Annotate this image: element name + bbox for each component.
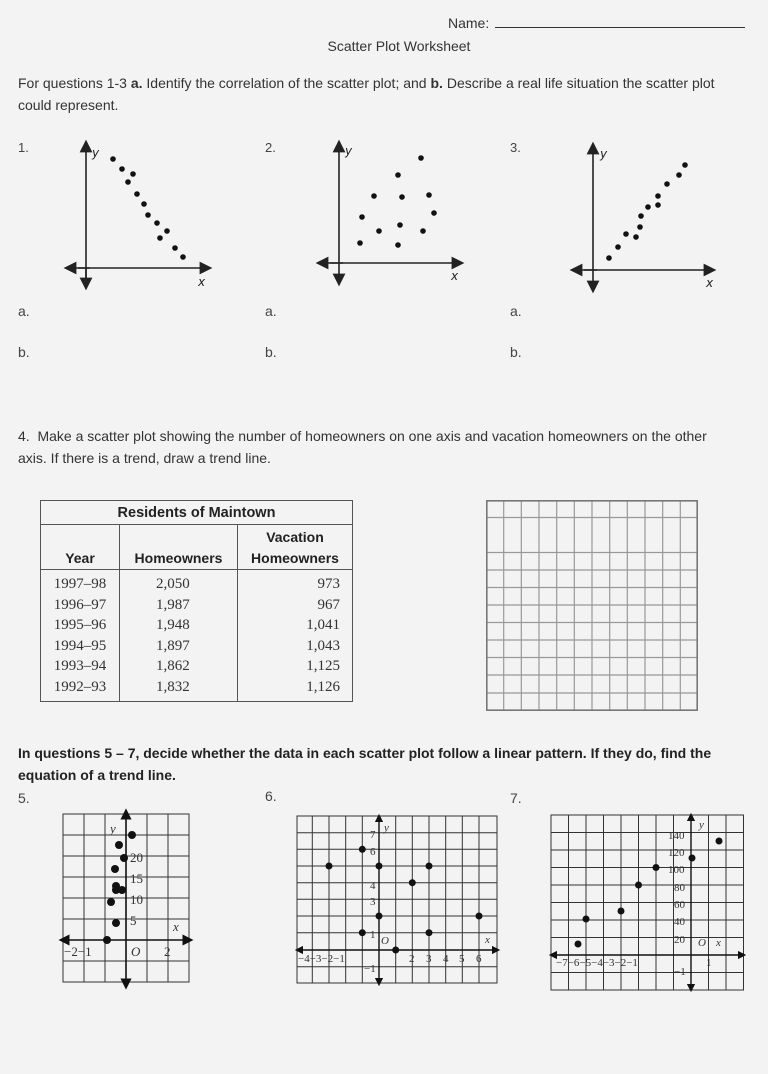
svg-text:100: 100 [668,864,685,876]
svg-text:O: O [131,944,141,959]
q3-answer-a: a. [510,303,522,319]
table-row: 1992–93 1,832 1,126 [41,677,353,702]
svg-text:2: 2 [164,944,171,959]
svg-text:x: x [451,269,459,283]
svg-text:10: 10 [130,892,143,907]
table-row: 1994–95 1,897 1,043 [41,636,353,657]
q2-answer-a: a. [265,303,277,319]
section1-instructions: For questions 1-3 a. Identify the correlation of the scatter plot; and b. Describe a real life situation the scatter plot could represent. [18,75,715,113]
svg-text:O: O [381,935,389,947]
svg-text:40: 40 [674,916,685,928]
col-header-vacation-homeowners: Vacation Homeowners [238,525,353,570]
q1-answer-b: b. [18,344,30,360]
scatter-plot-6 [292,810,502,990]
svg-text:3: 3 [426,953,432,965]
question-3-number: 3. [510,140,521,155]
svg-text:80: 80 [674,882,685,894]
svg-text:2: 2 [409,953,415,965]
svg-text:x: x [706,276,714,290]
y-axis-label: y [92,146,100,160]
svg-text:3: 3 [370,896,376,908]
question-7-number: 7. [510,790,522,806]
svg-text:6: 6 [476,953,482,965]
svg-text:1: 1 [706,957,712,969]
col-header-year: Year [41,525,120,570]
blank-graph-grid[interactable] [486,500,698,711]
question-4-instructions: 4. Make a scatter plot showing the number of homeowners on one axis and vacation homeowners on the other axis. If there is a trend, draw a trend line. [18,428,707,466]
svg-text:60: 60 [674,899,685,911]
name-blank-line[interactable] [495,15,745,28]
svg-text:5: 5 [130,913,137,928]
svg-text:15: 15 [130,871,143,886]
svg-text:20: 20 [674,934,685,946]
svg-text:−2−1: −2−1 [64,944,92,959]
q3-answer-b: b. [510,344,522,360]
name-label: Name: [448,15,490,31]
svg-text:7: 7 [370,829,376,841]
svg-text:4: 4 [443,953,449,965]
svg-text:y: y [345,144,353,158]
svg-text:20: 20 [130,850,143,865]
scatter-plot-3 [565,135,715,290]
svg-text:y: y [384,822,389,834]
q2-answer-b: b. [265,344,277,360]
svg-text:x: x [173,919,179,934]
question-2-number: 2. [265,140,276,155]
table-row: 1997–98 2,050 973 [41,570,353,595]
scatter-plot-1 [60,135,210,289]
svg-text:y: y [110,821,116,836]
svg-text:140: 140 [668,830,685,842]
name-field[interactable] [448,15,745,31]
svg-text:4: 4 [370,880,376,892]
table-row: 1996–97 1,987 967 [41,595,353,616]
svg-text:5: 5 [459,953,465,965]
section3-instructions: In questions 5 – 7, decide whether the data in each scatter plot follow a linear pattern. If they do, find the equation of a trend line. [18,745,712,783]
svg-text:1: 1 [370,929,376,941]
scatter-plot-7 [546,810,746,995]
question-6-number: 6. [265,788,277,804]
table-row: 1995–96 1,948 1,041 [41,615,353,636]
scatter-plot-2 [315,135,465,285]
question-5-number: 5. [18,790,30,806]
svg-text:−4−3−2−1: −4−3−2−1 [298,953,345,965]
question-1-number: 1. [18,140,29,155]
data-points [110,156,186,260]
svg-text:−1: −1 [674,966,686,978]
residents-table [40,500,353,702]
svg-text:x: x [485,934,490,946]
svg-text:6: 6 [370,846,376,858]
q1-answer-a: a. [18,303,30,319]
scatter-plot-5 [55,808,195,988]
svg-text:120: 120 [668,847,685,859]
svg-text:x: x [716,937,721,949]
svg-text:O: O [698,937,706,949]
page-title: Scatter Plot Worksheet [327,38,471,54]
svg-text:y: y [600,147,608,161]
col-header-homeowners: Homeowners [120,525,238,570]
svg-text:−1: −1 [364,963,376,975]
svg-text:−7−6−5−4−3−2−1: −7−6−5−4−3−2−1 [556,957,638,969]
svg-text:y: y [699,819,704,831]
table-row: 1993–94 1,862 1,125 [41,656,353,677]
x-axis-label: x [198,275,206,289]
table-caption: Residents of Maintown [41,501,353,525]
